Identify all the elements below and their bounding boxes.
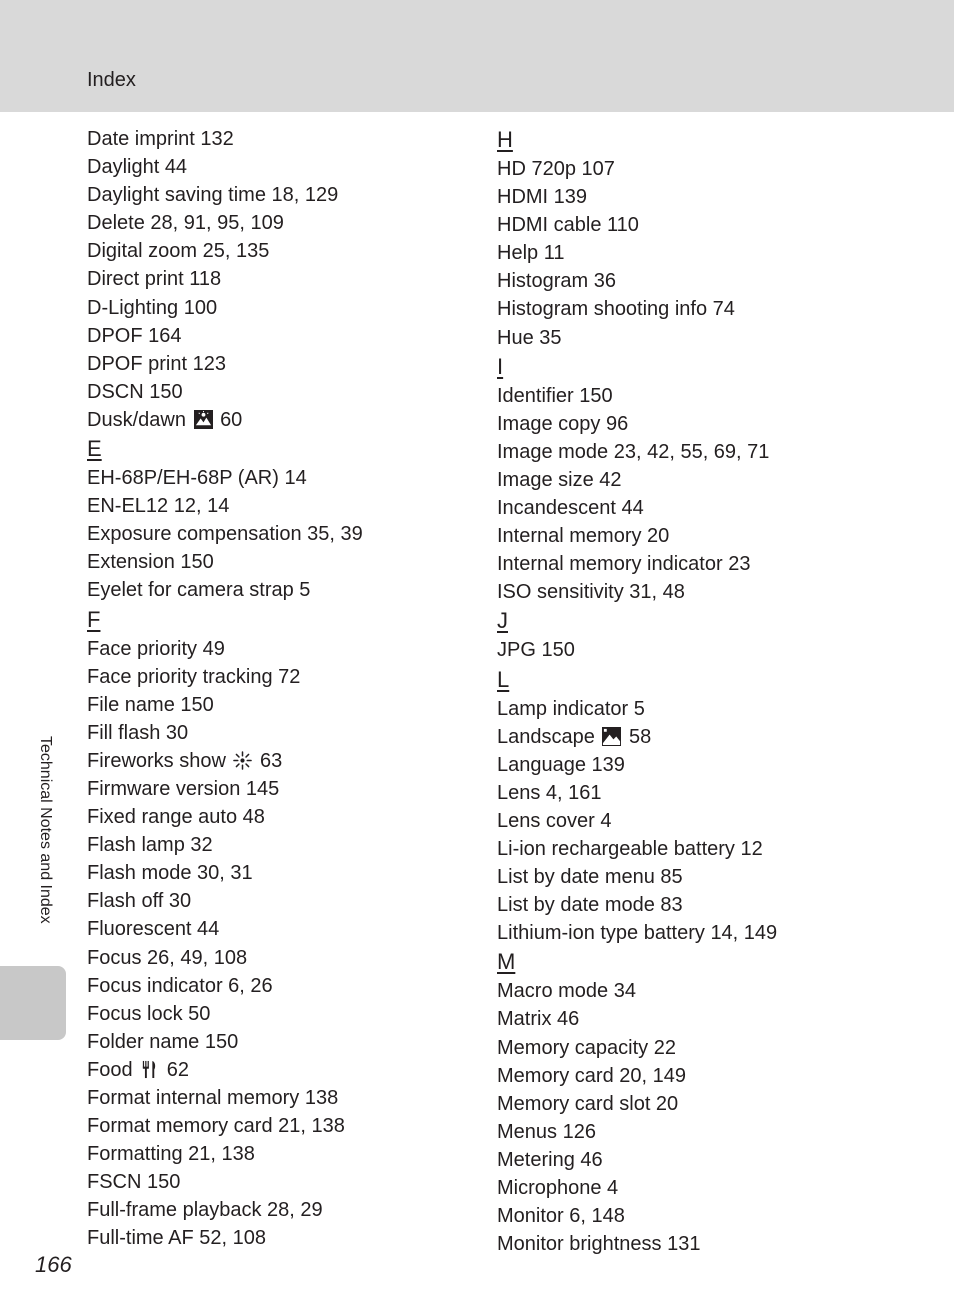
- index-entry: Flash mode 30, 31: [87, 862, 253, 885]
- index-entry: Exposure compensation 35, 39: [87, 523, 363, 546]
- index-entry: Folder name 150: [87, 1030, 239, 1053]
- page-number: 166: [35, 1252, 72, 1277]
- index-entry: Date imprint 132: [87, 128, 234, 150]
- index-column-right: [497, 125, 777, 1258]
- index-entry: Focus 26, 49, 108: [87, 946, 248, 969]
- index-entry: Delete 28, 91, 95, 109: [87, 212, 284, 235]
- index-entry: Daylight 44: [87, 156, 188, 179]
- index-entry: JPG 150: [497, 639, 575, 662]
- index-entry: Image mode 23, 42, 55, 69, 71: [497, 440, 770, 463]
- index-entry: Fill flash 30: [87, 721, 189, 744]
- index-entry: Face priority 49: [87, 637, 225, 660]
- index-entry: List by date mode 83: [497, 894, 683, 917]
- index-entry: Histogram 36: [497, 270, 616, 293]
- fireworks-icon: [233, 750, 252, 769]
- index-entry: Help 11: [497, 242, 565, 265]
- index-entry: Microphone 4: [497, 1177, 619, 1199]
- index-entry: Monitor 6, 148: [497, 1205, 625, 1228]
- index-section-letter: H: [497, 127, 513, 152]
- index-entry: HDMI 139: [497, 186, 588, 209]
- index-entry: Histogram shooting info 74: [497, 298, 735, 321]
- index-entry: [87, 747, 363, 775]
- index-entry: Eyelet for camera strap 5: [87, 579, 311, 602]
- index-entry: ISO sensitivity 31, 48: [497, 581, 685, 604]
- index-entry: Fixed range auto 48: [87, 806, 265, 829]
- index-entry-pages: 63: [260, 749, 283, 772]
- page-header: [0, 0, 954, 112]
- index-entry: Focus indicator 6, 26: [87, 974, 273, 997]
- side-section-tab: [0, 966, 66, 1040]
- index-entry-label: Food: [87, 1058, 133, 1081]
- index-entry-pages: 62: [166, 1058, 189, 1081]
- index-entry: DSCN 150: [87, 380, 183, 403]
- index-entry: [87, 406, 363, 434]
- index-entry: Identifier 150: [497, 384, 613, 407]
- index-entry: Memory card slot 20: [497, 1092, 679, 1115]
- index-entry: Flash off 30: [87, 890, 192, 913]
- index-entry: [497, 723, 777, 751]
- index-entry: Flash lamp 32: [87, 834, 213, 857]
- index-entry: D-Lighting 100: [87, 296, 218, 319]
- index-entry: EN-EL12 12, 14: [87, 495, 230, 518]
- index-entry: DPOF print 123: [87, 352, 226, 375]
- index-section-letter: E: [87, 436, 102, 462]
- index-entry: Li-ion rechargeable battery 12: [497, 837, 763, 860]
- index-entry: Daylight saving time 18, 129: [87, 184, 339, 207]
- index-entry-pages: 58: [629, 725, 652, 748]
- index-column-left: [87, 125, 363, 1253]
- index-entry: Incandescent 44: [497, 497, 644, 520]
- index-entry: Lithium-ion type battery 14, 149: [497, 922, 778, 945]
- index-entry: Extension 150: [87, 551, 214, 574]
- index-entry: Matrix 46: [497, 1008, 580, 1031]
- dusk-dawn-icon: [194, 409, 213, 428]
- index-entry: Lamp indicator 5: [497, 697, 645, 720]
- index-entry: Full-frame playback 28, 29: [87, 1199, 323, 1222]
- index-entry: Firmware version 145: [87, 777, 280, 800]
- index-entry: File name 150: [87, 693, 214, 716]
- index-entry: Image copy 96: [497, 412, 629, 435]
- index-entry: Internal memory 20: [497, 525, 670, 548]
- index-entry: Memory capacity 22: [497, 1036, 676, 1059]
- index-entry: Language 139: [497, 753, 625, 776]
- index-entry: Format internal memory 138: [87, 1087, 339, 1109]
- index-entry: Fluorescent 44: [87, 918, 220, 941]
- index-entry: Formatting 21, 138: [87, 1143, 255, 1166]
- index-entry: FSCN 150: [87, 1171, 181, 1194]
- index-entry-label: Fireworks show: [87, 749, 226, 772]
- index-entry-label: Dusk/dawn: [87, 408, 186, 431]
- index-entry: Metering 46: [497, 1148, 603, 1171]
- index-entry: Lens 4, 161: [497, 781, 602, 804]
- index-entry: List by date menu 85: [497, 866, 683, 889]
- index-entry: Full-time AF 52, 108: [87, 1227, 266, 1250]
- index-entry-label: Landscape: [497, 725, 595, 748]
- index-entry: Monitor brightness 131: [497, 1233, 701, 1256]
- index-entry: Hue 35: [497, 326, 562, 349]
- food-icon: [140, 1059, 159, 1078]
- index-entry: DPOF 164: [87, 324, 182, 347]
- index-section-letter: I: [497, 353, 504, 379]
- index-entry: Internal memory indicator 23: [497, 553, 751, 576]
- side-section-label: Technical Notes and Index: [37, 736, 54, 924]
- index-entry: [87, 1056, 363, 1084]
- index-entry: HD 720p 107: [497, 158, 615, 180]
- index-entry: Focus lock 50: [87, 1002, 211, 1025]
- index-entry: Format memory card 21, 138: [87, 1115, 345, 1138]
- index-section-letter: J: [497, 608, 508, 634]
- index-entry: Face priority tracking 72: [87, 665, 301, 688]
- index-entry: Menus 126: [497, 1120, 596, 1143]
- landscape-icon: [602, 726, 621, 745]
- index-entry-pages: 60: [220, 408, 243, 431]
- index-entry: Macro mode 34: [497, 980, 636, 1003]
- index-entry: Lens cover 4: [497, 809, 612, 832]
- index-entry: Memory card 20, 149: [497, 1064, 686, 1087]
- index-section-letter: F: [87, 606, 101, 632]
- index-section-letter: L: [497, 666, 510, 692]
- index-entry: HDMI cable 110: [497, 214, 639, 237]
- index-entry: Image size 42: [497, 468, 622, 491]
- index-section-letter: M: [497, 949, 516, 975]
- index-entry: Digital zoom 25, 135: [87, 240, 270, 263]
- header-title: Index: [87, 69, 136, 91]
- index-entry: EH-68P/EH-68P (AR) 14: [87, 467, 307, 490]
- index-entry: Direct print 118: [87, 268, 222, 291]
